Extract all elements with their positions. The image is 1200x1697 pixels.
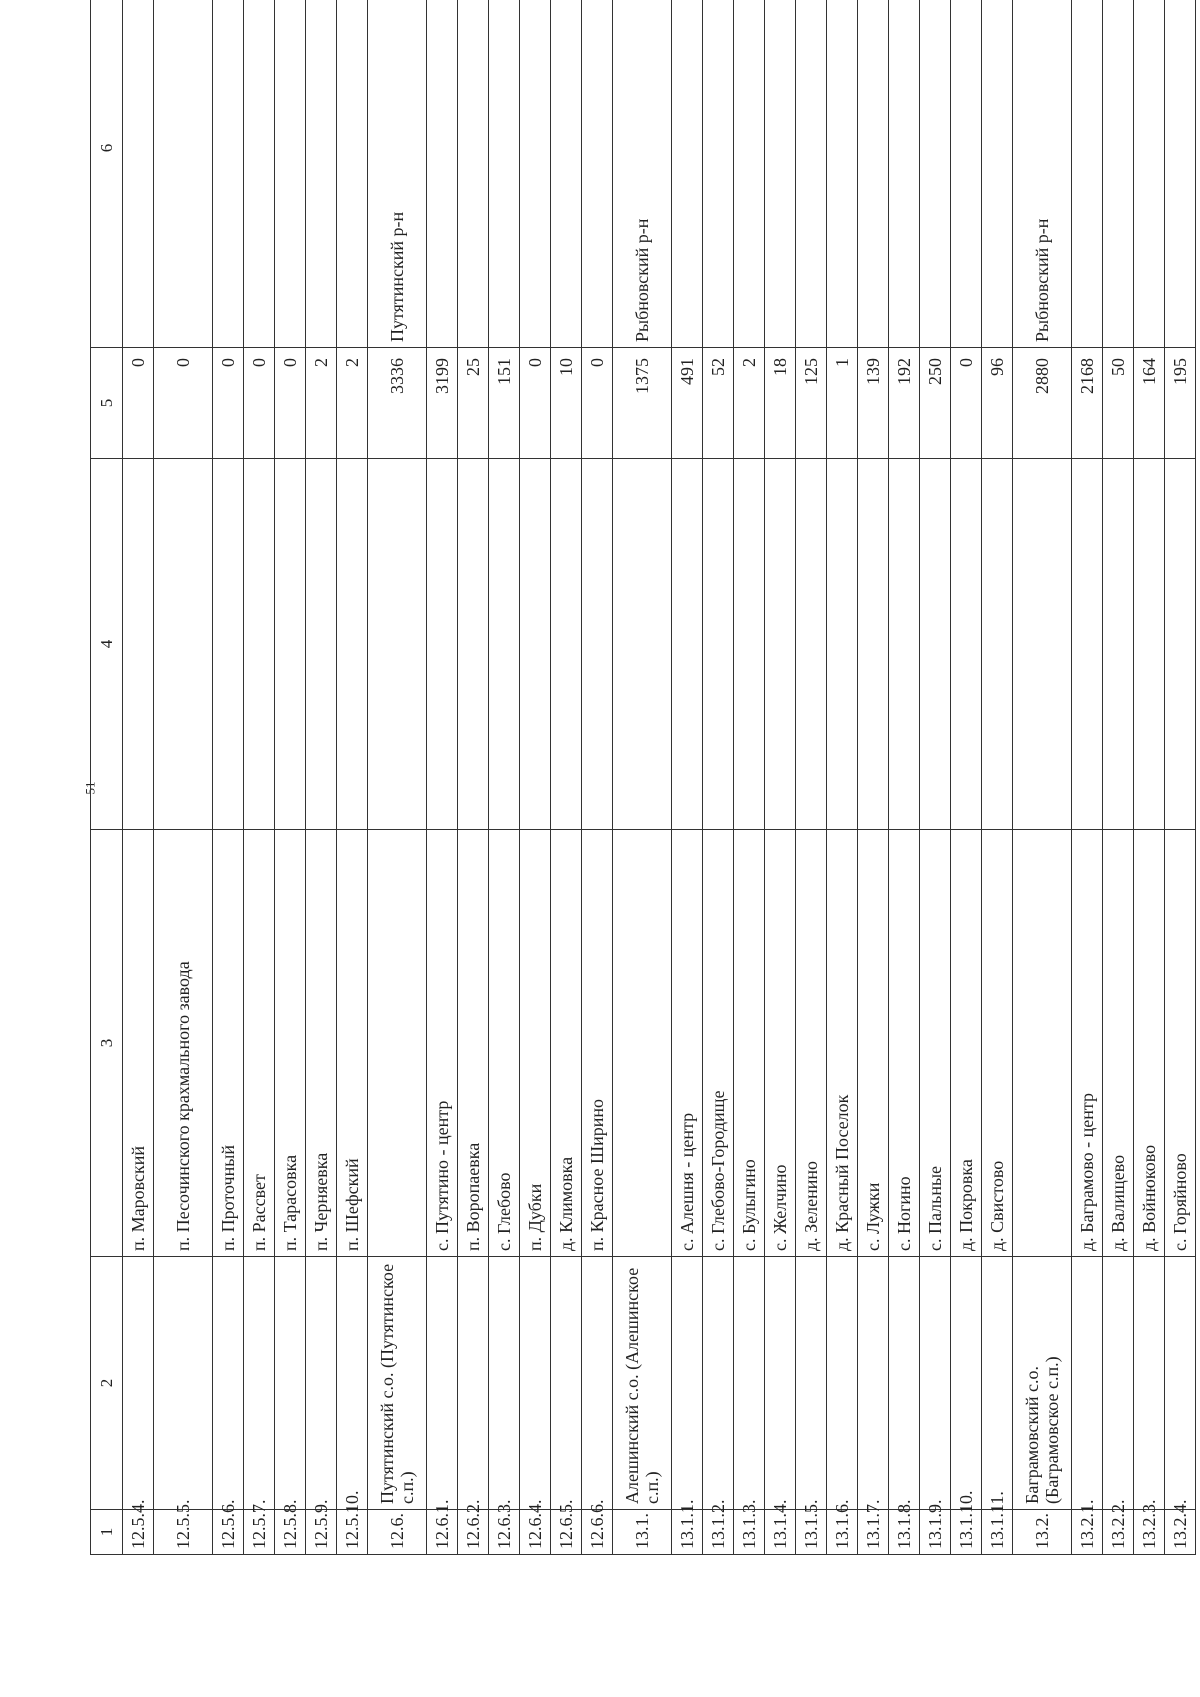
value-cell: 250	[920, 348, 951, 459]
row-number-cell: 12.6.4.	[520, 1510, 551, 1555]
value-cell: 18	[765, 348, 796, 459]
settlement-cell: п. Рассвет	[244, 830, 275, 1257]
district-cell	[337, 0, 368, 348]
table-row	[582, 0, 613, 1555]
table-row	[796, 0, 827, 1555]
district-cell	[889, 0, 920, 348]
table-row	[951, 0, 982, 1555]
value-cell: 96	[982, 348, 1013, 459]
empty-cell	[123, 459, 154, 830]
district-cell	[920, 0, 951, 348]
value-cell: 139	[858, 348, 889, 459]
value-cell: 0	[275, 348, 306, 459]
council-cell	[123, 1257, 154, 1510]
district-cell	[520, 0, 551, 348]
council-cell	[920, 1257, 951, 1510]
council-cell: Алешинский с.о. (Алешинское с.п.)	[613, 1257, 672, 1510]
table-row	[1165, 0, 1196, 1555]
table-row	[920, 0, 951, 1555]
empty-cell	[275, 459, 306, 830]
empty-cell	[889, 459, 920, 830]
council-cell	[982, 1257, 1013, 1510]
value-cell: 3199	[427, 348, 458, 459]
settlement-cell: д. Войнюково	[1134, 830, 1165, 1257]
table-row	[1072, 0, 1103, 1555]
district-cell	[582, 0, 613, 348]
row-number-cell: 13.2.4.	[1165, 1510, 1196, 1555]
header-col-6: 6	[91, 0, 123, 348]
council-cell	[1072, 1257, 1103, 1510]
district-cell	[672, 0, 703, 348]
district-cell: Путятинский р-н	[368, 0, 427, 348]
council-cell	[427, 1257, 458, 1510]
table-row	[427, 0, 458, 1555]
district-cell	[1072, 0, 1103, 348]
row-number-cell: 13.1.11.	[982, 1510, 1013, 1555]
settlements-table	[90, 0, 1196, 1555]
settlement-cell: с. Глебово-Городище	[703, 830, 734, 1257]
value-cell: 164	[1134, 348, 1165, 459]
district-cell	[982, 0, 1013, 348]
table-row	[275, 0, 306, 1555]
council-cell	[458, 1257, 489, 1510]
settlement-cell: с. Горяйново	[1165, 830, 1196, 1257]
row-number-cell: 13.1.4.	[765, 1510, 796, 1555]
row-number-cell: 13.1.10.	[951, 1510, 982, 1555]
header-col-3: 3	[91, 830, 123, 1257]
table-row	[520, 0, 551, 1555]
value-cell: 2	[734, 348, 765, 459]
row-number-cell: 13.2.2.	[1103, 1510, 1134, 1555]
settlement-cell: д. Зеленино	[796, 830, 827, 1257]
value-cell: 0	[520, 348, 551, 459]
row-number-cell: 12.6.2.	[458, 1510, 489, 1555]
table-row	[458, 0, 489, 1555]
settlement-cell: с. Алешня - центр	[672, 830, 703, 1257]
council-cell	[796, 1257, 827, 1510]
row-number-cell: 13.1.2.	[703, 1510, 734, 1555]
value-cell: 195	[1165, 348, 1196, 459]
page-number: 51	[82, 781, 98, 795]
council-cell	[154, 1257, 213, 1510]
table-row	[734, 0, 765, 1555]
value-cell: 125	[796, 348, 827, 459]
row-number-cell: 13.1.8.	[889, 1510, 920, 1555]
district-cell	[154, 0, 213, 348]
council-cell	[551, 1257, 582, 1510]
table-row	[1013, 0, 1072, 1555]
empty-cell	[765, 459, 796, 830]
value-cell: 192	[889, 348, 920, 459]
empty-cell	[551, 459, 582, 830]
empty-cell	[337, 459, 368, 830]
empty-cell	[951, 459, 982, 830]
value-cell: 2880	[1013, 348, 1072, 459]
empty-cell	[244, 459, 275, 830]
table-body	[123, 0, 1196, 1555]
empty-cell	[982, 459, 1013, 830]
value-cell: 50	[1103, 348, 1134, 459]
value-cell: 151	[489, 348, 520, 459]
value-cell: 0	[244, 348, 275, 459]
row-number-cell: 13.1.1.	[672, 1510, 703, 1555]
header-row	[91, 0, 123, 1555]
settlement-cell	[368, 830, 427, 1257]
row-number-cell: 12.5.10.	[337, 1510, 368, 1555]
district-cell	[275, 0, 306, 348]
empty-cell	[858, 459, 889, 830]
value-cell: 0	[154, 348, 213, 459]
empty-cell	[489, 459, 520, 830]
council-cell	[951, 1257, 982, 1510]
row-number-cell: 13.1.5.	[796, 1510, 827, 1555]
settlement-cell: п. Черняевка	[306, 830, 337, 1257]
row-number-cell: 13.2.1.	[1072, 1510, 1103, 1555]
district-cell	[123, 0, 154, 348]
settlement-cell: с. Глебово	[489, 830, 520, 1257]
settlement-cell: п. Дубки	[520, 830, 551, 1257]
row-number-cell: 13.1.6.	[827, 1510, 858, 1555]
settlement-cell: п. Шефский	[337, 830, 368, 1257]
empty-cell	[306, 459, 337, 830]
table-row	[123, 0, 154, 1555]
district-cell	[703, 0, 734, 348]
council-cell	[520, 1257, 551, 1510]
row-number-cell: 13.1.9.	[920, 1510, 951, 1555]
row-number-cell: 12.5.4.	[123, 1510, 154, 1555]
council-cell	[734, 1257, 765, 1510]
table-row	[489, 0, 520, 1555]
settlement-cell: п. Маровский	[123, 830, 154, 1257]
value-cell: 0	[123, 348, 154, 459]
council-cell	[1103, 1257, 1134, 1510]
empty-cell	[672, 459, 703, 830]
settlement-cell: с. Булыгино	[734, 830, 765, 1257]
council-cell	[703, 1257, 734, 1510]
council-cell	[213, 1257, 244, 1510]
settlement-cell: д. Покровка	[951, 830, 982, 1257]
council-cell	[489, 1257, 520, 1510]
settlement-cell: п. Красное Ширино	[582, 830, 613, 1257]
council-cell: Баграмовский с.о. (Баграмовское с.п.)	[1013, 1257, 1072, 1510]
value-cell: 25	[458, 348, 489, 459]
empty-cell	[1072, 459, 1103, 830]
council-cell	[672, 1257, 703, 1510]
district-cell	[827, 0, 858, 348]
empty-cell	[427, 459, 458, 830]
council-cell: Путятинский с.о. (Путятинское с.п.)	[368, 1257, 427, 1510]
value-cell: 0	[582, 348, 613, 459]
table-row	[765, 0, 796, 1555]
row-number-cell: 12.5.6.	[213, 1510, 244, 1555]
district-cell	[458, 0, 489, 348]
row-number-cell: 12.5.5.	[154, 1510, 213, 1555]
settlement-cell	[1013, 830, 1072, 1257]
council-cell	[337, 1257, 368, 1510]
header-col-1: 1	[91, 1510, 123, 1555]
settlement-cell: п. Песочинского крахмального завода	[154, 830, 213, 1257]
empty-cell	[613, 459, 672, 830]
table-row	[703, 0, 734, 1555]
settlement-cell: с. Ногино	[889, 830, 920, 1257]
empty-cell	[796, 459, 827, 830]
settlement-cell: д. Красный Поселок	[827, 830, 858, 1257]
settlement-cell: п. Тарасовка	[275, 830, 306, 1257]
district-cell	[427, 0, 458, 348]
row-number-cell: 12.6.6.	[582, 1510, 613, 1555]
council-cell	[827, 1257, 858, 1510]
district-cell	[765, 0, 796, 348]
settlement-cell: с. Пальные	[920, 830, 951, 1257]
district-cell	[951, 0, 982, 348]
council-cell	[1134, 1257, 1165, 1510]
table-row	[154, 0, 213, 1555]
value-cell: 1	[827, 348, 858, 459]
row-number-cell: 12.6.	[368, 1510, 427, 1555]
value-cell: 3336	[368, 348, 427, 459]
settlement-cell: п. Проточный	[213, 830, 244, 1257]
settlement-cell: с. Желчино	[765, 830, 796, 1257]
row-number-cell: 12.5.7.	[244, 1510, 275, 1555]
district-cell	[1134, 0, 1165, 348]
rotated-table-wrapper	[90, 15, 1190, 1555]
district-cell	[734, 0, 765, 348]
value-cell: 491	[672, 348, 703, 459]
value-cell: 0	[951, 348, 982, 459]
value-cell: 2	[337, 348, 368, 459]
settlement-cell: с. Путятино - центр	[427, 830, 458, 1257]
table-row	[306, 0, 337, 1555]
empty-cell	[154, 459, 213, 830]
settlement-cell: д. Свистово	[982, 830, 1013, 1257]
district-cell	[489, 0, 520, 348]
empty-cell	[368, 459, 427, 830]
empty-cell	[1013, 459, 1072, 830]
empty-cell	[920, 459, 951, 830]
row-number-cell: 12.6.3.	[489, 1510, 520, 1555]
council-cell	[275, 1257, 306, 1510]
row-number-cell: 13.2.	[1013, 1510, 1072, 1555]
value-cell: 52	[703, 348, 734, 459]
row-number-cell: 13.2.3.	[1134, 1510, 1165, 1555]
table-row	[889, 0, 920, 1555]
council-cell	[244, 1257, 275, 1510]
district-cell	[306, 0, 337, 348]
row-number-cell: 13.1.7.	[858, 1510, 889, 1555]
empty-cell	[827, 459, 858, 830]
district-cell	[213, 0, 244, 348]
district-cell	[1103, 0, 1134, 348]
empty-cell	[582, 459, 613, 830]
empty-cell	[520, 459, 551, 830]
row-number-cell: 12.6.5.	[551, 1510, 582, 1555]
table-row	[551, 0, 582, 1555]
settlement-cell: д. Климовка	[551, 830, 582, 1257]
district-cell	[551, 0, 582, 348]
empty-cell	[213, 459, 244, 830]
value-cell: 1375	[613, 348, 672, 459]
table-row	[827, 0, 858, 1555]
empty-cell	[1134, 459, 1165, 830]
empty-cell	[1165, 459, 1196, 830]
district-cell	[1165, 0, 1196, 348]
table-row	[337, 0, 368, 1555]
district-cell	[796, 0, 827, 348]
table-row	[368, 0, 427, 1555]
row-number-cell: 13.1.	[613, 1510, 672, 1555]
council-cell	[582, 1257, 613, 1510]
table-row	[1134, 0, 1165, 1555]
table-row	[858, 0, 889, 1555]
district-cell	[244, 0, 275, 348]
empty-cell	[1103, 459, 1134, 830]
header-col-4: 4	[91, 459, 123, 830]
table-row	[672, 0, 703, 1555]
empty-cell	[703, 459, 734, 830]
council-cell	[889, 1257, 920, 1510]
district-cell	[858, 0, 889, 348]
value-cell: 10	[551, 348, 582, 459]
value-cell: 0	[213, 348, 244, 459]
header-col-5: 5	[91, 348, 123, 459]
council-cell	[306, 1257, 337, 1510]
table-row	[613, 0, 672, 1555]
council-cell	[1165, 1257, 1196, 1510]
settlement-cell: д. Валищево	[1103, 830, 1134, 1257]
empty-cell	[734, 459, 765, 830]
table-row	[244, 0, 275, 1555]
settlement-cell: п. Воропаевка	[458, 830, 489, 1257]
settlement-cell	[613, 830, 672, 1257]
row-number-cell: 12.6.1.	[427, 1510, 458, 1555]
row-number-cell: 12.5.8.	[275, 1510, 306, 1555]
table-row	[213, 0, 244, 1555]
value-cell: 2	[306, 348, 337, 459]
header-col-2: 2	[91, 1257, 123, 1510]
council-cell	[765, 1257, 796, 1510]
district-cell: Рыбновский р-н	[1013, 0, 1072, 348]
empty-cell	[458, 459, 489, 830]
value-cell: 2168	[1072, 348, 1103, 459]
table-row	[982, 0, 1013, 1555]
council-cell	[858, 1257, 889, 1510]
district-cell: Рыбновский р-н	[613, 0, 672, 348]
table-row	[1103, 0, 1134, 1555]
settlement-cell: с. Лужки	[858, 830, 889, 1257]
row-number-cell: 12.5.9.	[306, 1510, 337, 1555]
settlement-cell: д. Баграмово - центр	[1072, 830, 1103, 1257]
row-number-cell: 13.1.3.	[734, 1510, 765, 1555]
